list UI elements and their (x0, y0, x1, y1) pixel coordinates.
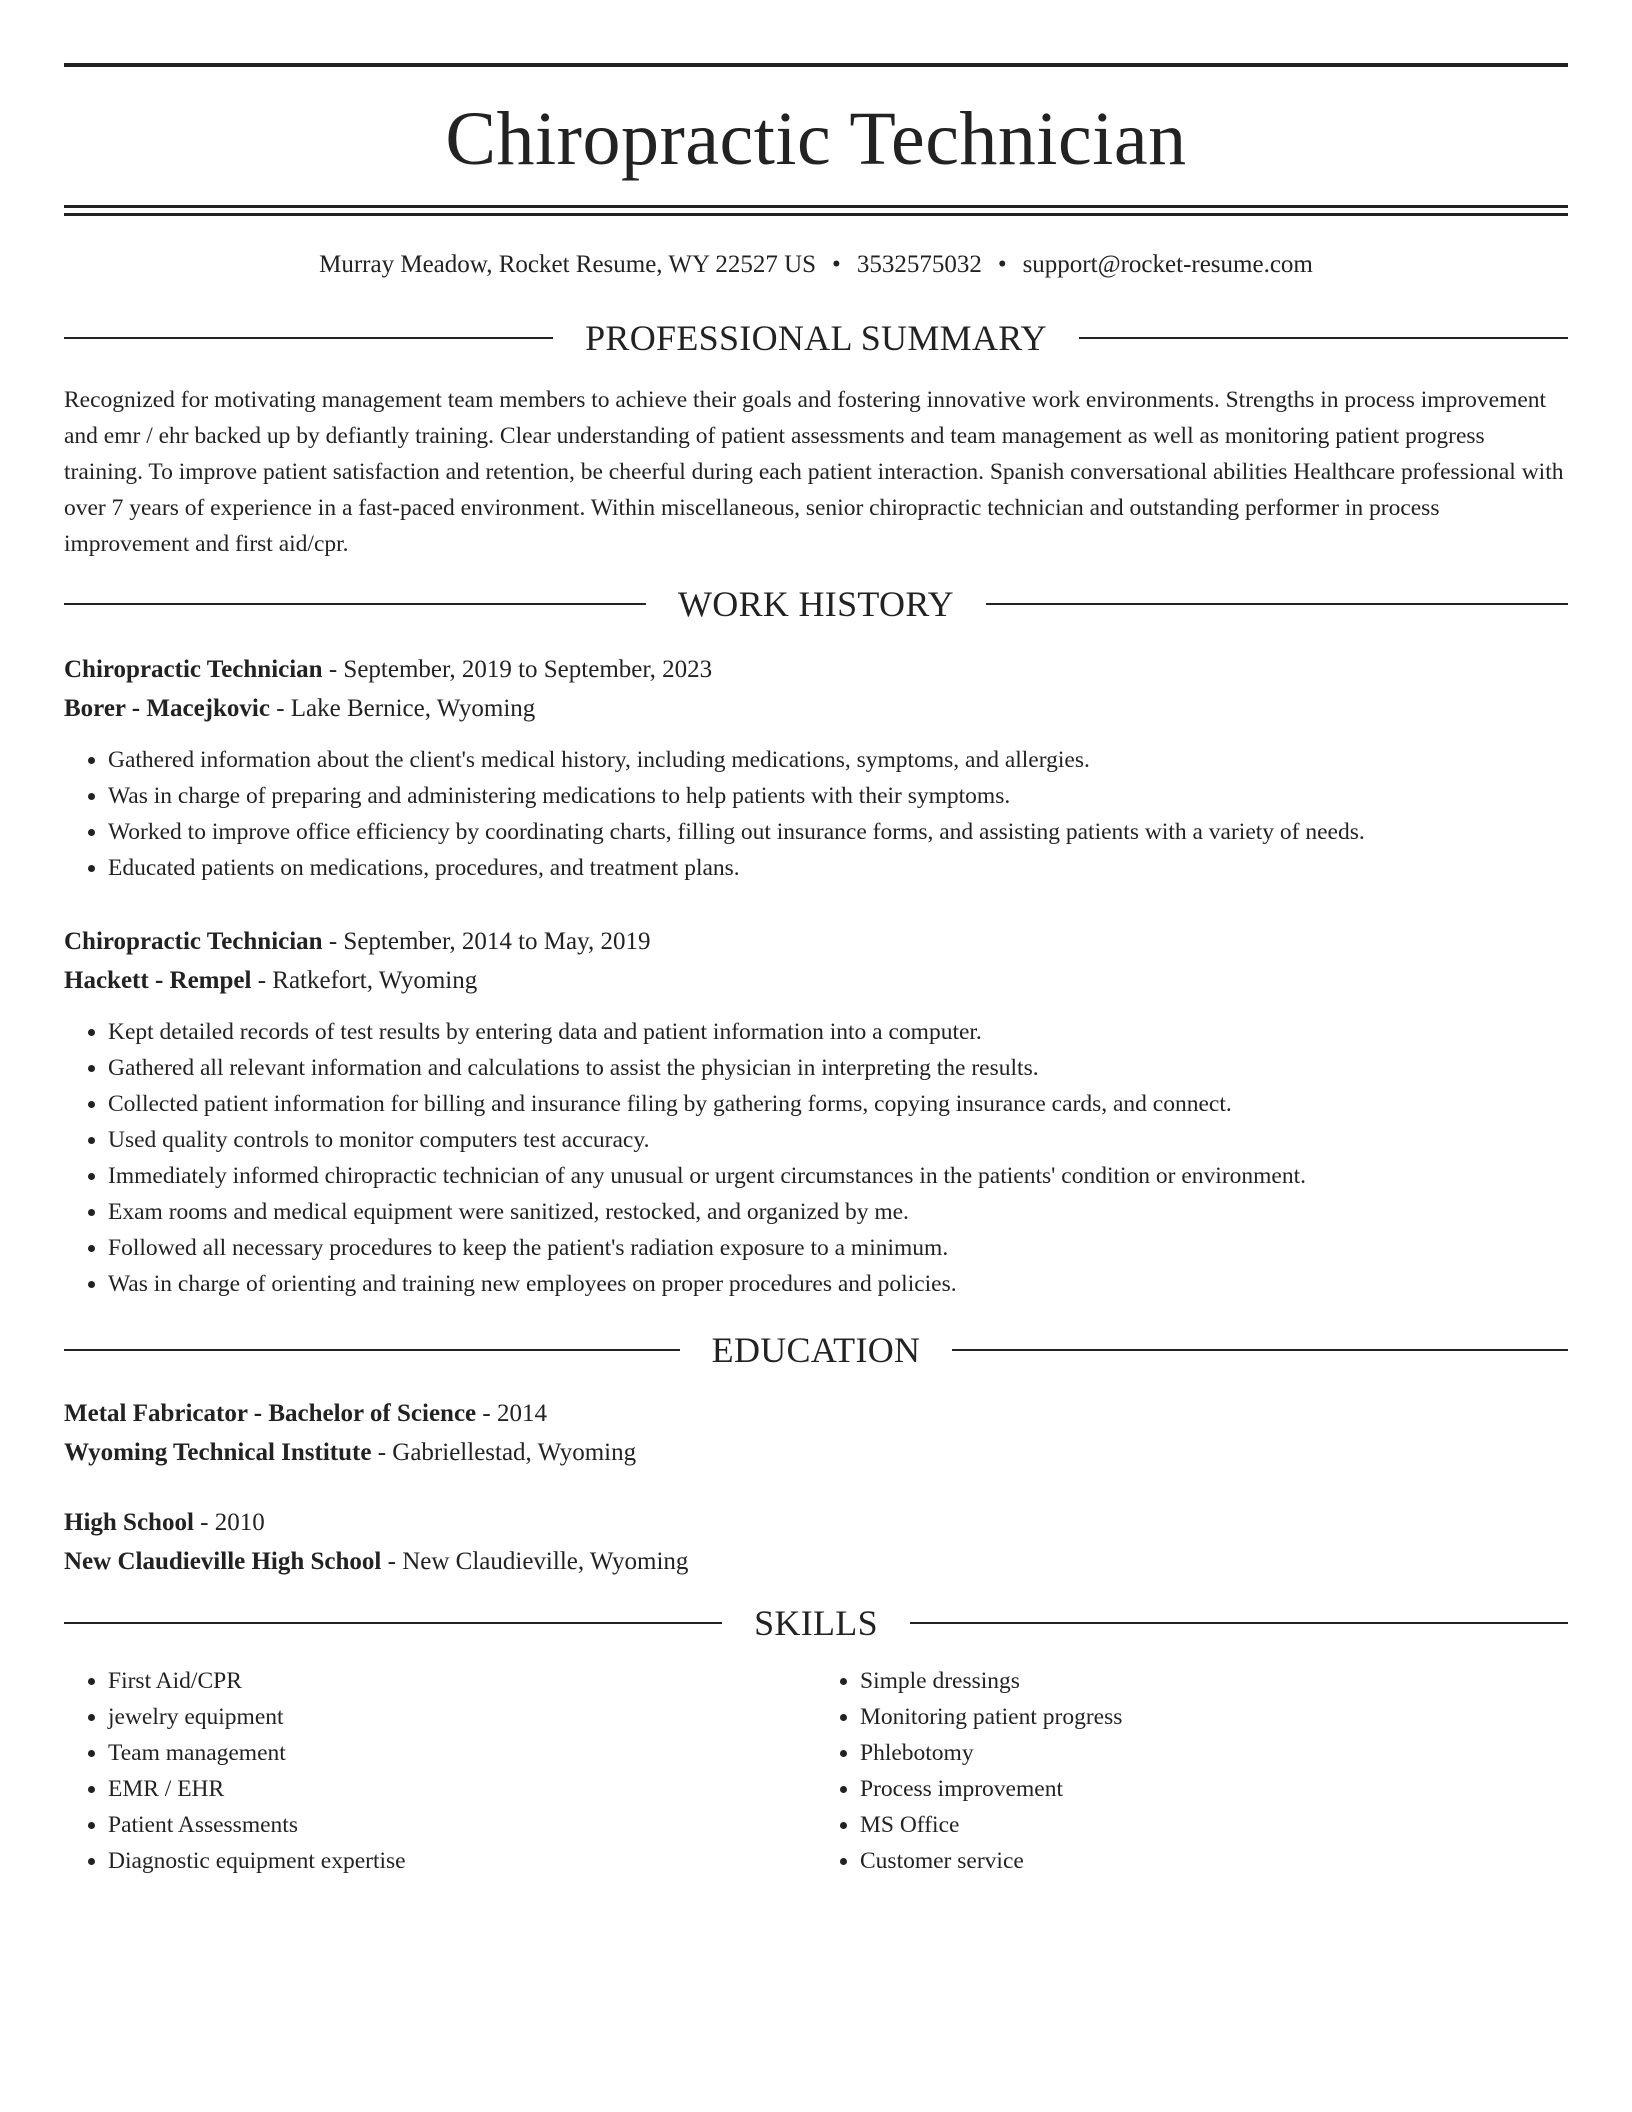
skill-item: • Monitoring patient progress (860, 1699, 1568, 1735)
skill-item: • Patient Assessments (108, 1807, 816, 1843)
skill-item: • First Aid/CPR (108, 1663, 816, 1699)
skill-item: • EMR / EHR (108, 1771, 816, 1807)
summary-heading (64, 320, 1568, 356)
section-title: PROFESSIONAL SUMMARY (585, 318, 1047, 358)
skills-heading (64, 1605, 1568, 1641)
section-title: EDUCATION (711, 1330, 921, 1370)
job-duties (64, 1014, 1568, 1302)
job-duties (64, 742, 1568, 886)
section-title: WORK HISTORY (678, 584, 954, 624)
skill-item: • Customer service (860, 1843, 1568, 1879)
job-company: Borer - Macejkovic (64, 695, 270, 722)
job-dates: - September, 2014 to May, 2019 (322, 928, 651, 955)
email: support@rocket-resume.com (1022, 251, 1313, 278)
duty-item: • Used quality controls to monitor computers test accuracy. (108, 1122, 1568, 1158)
skill-item: • Diagnostic equipment expertise (108, 1843, 816, 1879)
job-location: - Lake Bernice, Wyoming (269, 695, 536, 722)
skill-item: • Simple dressings (860, 1663, 1568, 1699)
education-heading (64, 1332, 1568, 1368)
duty-item: • Collected patient information for billing and insurance filing by gathering forms, copying insurance cards, and connect. (108, 1086, 1568, 1122)
heading-rule (64, 1349, 680, 1351)
graduation-year: - 2014 (476, 1400, 547, 1427)
skill-item: • MS Office (860, 1807, 1568, 1843)
duty-item: • Was in charge of preparing and administering medications to help patients with their symptoms. (108, 778, 1568, 814)
skill-item: • Process improvement (860, 1771, 1568, 1807)
job-company: Hackett - Rempel (64, 967, 252, 994)
skills-list (64, 1663, 1568, 1879)
duty-item: • Kept detailed records of test results by entering data and patient information into a computer. (108, 1014, 1568, 1050)
heading-rule (64, 603, 646, 605)
work-history-heading (64, 586, 1568, 622)
heading-rule (910, 1622, 1568, 1624)
heading-rule (64, 1622, 722, 1624)
degree: High School (64, 1509, 194, 1536)
school-location: - New Claudieville, Wyoming (381, 1548, 689, 1575)
skill-item: • jewelry equipment (108, 1699, 816, 1735)
degree-line (64, 1394, 1568, 1433)
section-title: SKILLS (754, 1603, 878, 1643)
skills-column-right (816, 1663, 1568, 1879)
education-entry (64, 1394, 1568, 1472)
summary-text: Recognized for motivating management team members to achieve their goals and fostering innovative work environments. Strengths in process improvement and emr / ehr backed up by defiantly training. Clear understanding of patient assessments and team management as well as monitoring patient progress training. To improve patient satisfaction and retention, be cheerful during each patient interaction. Spanish conversational abilities Healthcare professional with over 7 years of experience in a fast-paced environment. Within miscellaneous, senior chiropractic technician and outstanding performer in process improvement and first aid/cpr. (64, 387, 1564, 557)
job-entry (64, 922, 1568, 1302)
duty-item: • Immediately informed chiropractic technician of any unusual or urgent circumstances in the patients' condition or environment. (108, 1158, 1568, 1194)
job-company-line (64, 689, 1568, 728)
heading-rule (952, 1349, 1568, 1351)
phone: 3532575032 (856, 251, 982, 278)
duty-item: • Gathered information about the client's medical history, including medications, symptoms, and allergies. (108, 742, 1568, 778)
heading-rule (986, 603, 1568, 605)
education-entry (64, 1503, 1568, 1581)
double-rule (64, 205, 1568, 216)
job-title-line (64, 922, 1568, 961)
job-dates: - September, 2019 to September, 2023 (322, 656, 713, 683)
school-location: - Gabriellestad, Wyoming (371, 1439, 637, 1466)
duty-item: • Gathered all relevant information and calculations to assist the physician in interpreting the results. (108, 1050, 1568, 1086)
top-rule (64, 63, 1568, 67)
school: Wyoming Technical Institute (64, 1439, 372, 1466)
skill-item: • Team management (108, 1735, 816, 1771)
duty-item: • Exam rooms and medical equipment were sanitized, restocked, and organized by me. (108, 1194, 1568, 1230)
school-line (64, 1433, 1568, 1472)
school: New Claudieville High School (64, 1548, 382, 1575)
heading-rule (1079, 337, 1568, 339)
skill-item: • Phlebotomy (860, 1735, 1568, 1771)
contact-line (64, 250, 1568, 280)
job-role: Chiropractic Technician (64, 928, 323, 955)
job-entry (64, 650, 1568, 886)
duty-item: • Followed all necessary procedures to keep the patient's radiation exposure to a minimum. (108, 1230, 1568, 1266)
job-location: - Ratkefort, Wyoming (251, 967, 478, 994)
degree-line (64, 1503, 1568, 1542)
address: Murray Meadow, Rocket Resume, WY 22527 US (319, 251, 817, 278)
job-title-line (64, 650, 1568, 689)
contact-separator: • (997, 251, 1007, 278)
school-line (64, 1542, 1568, 1581)
duty-item: • Educated patients on medications, procedures, and treatment plans. (108, 850, 1568, 886)
job-role: Chiropractic Technician (64, 656, 323, 683)
skills-column-left (64, 1663, 816, 1879)
contact-separator: • (832, 251, 841, 278)
degree: Metal Fabricator - Bachelor of Science (64, 1400, 477, 1427)
heading-rule (64, 337, 553, 339)
duty-item: • Was in charge of orienting and training new employees on proper procedures and policies. (108, 1266, 1568, 1302)
duty-item: • Worked to improve office efficiency by coordinating charts, filling out insurance forms, and assisting patients with a variety of needs. (108, 814, 1568, 850)
candidate-name: Chiropractic Technician (445, 97, 1187, 181)
job-company-line (64, 961, 1568, 1000)
graduation-year: - 2010 (193, 1509, 265, 1536)
